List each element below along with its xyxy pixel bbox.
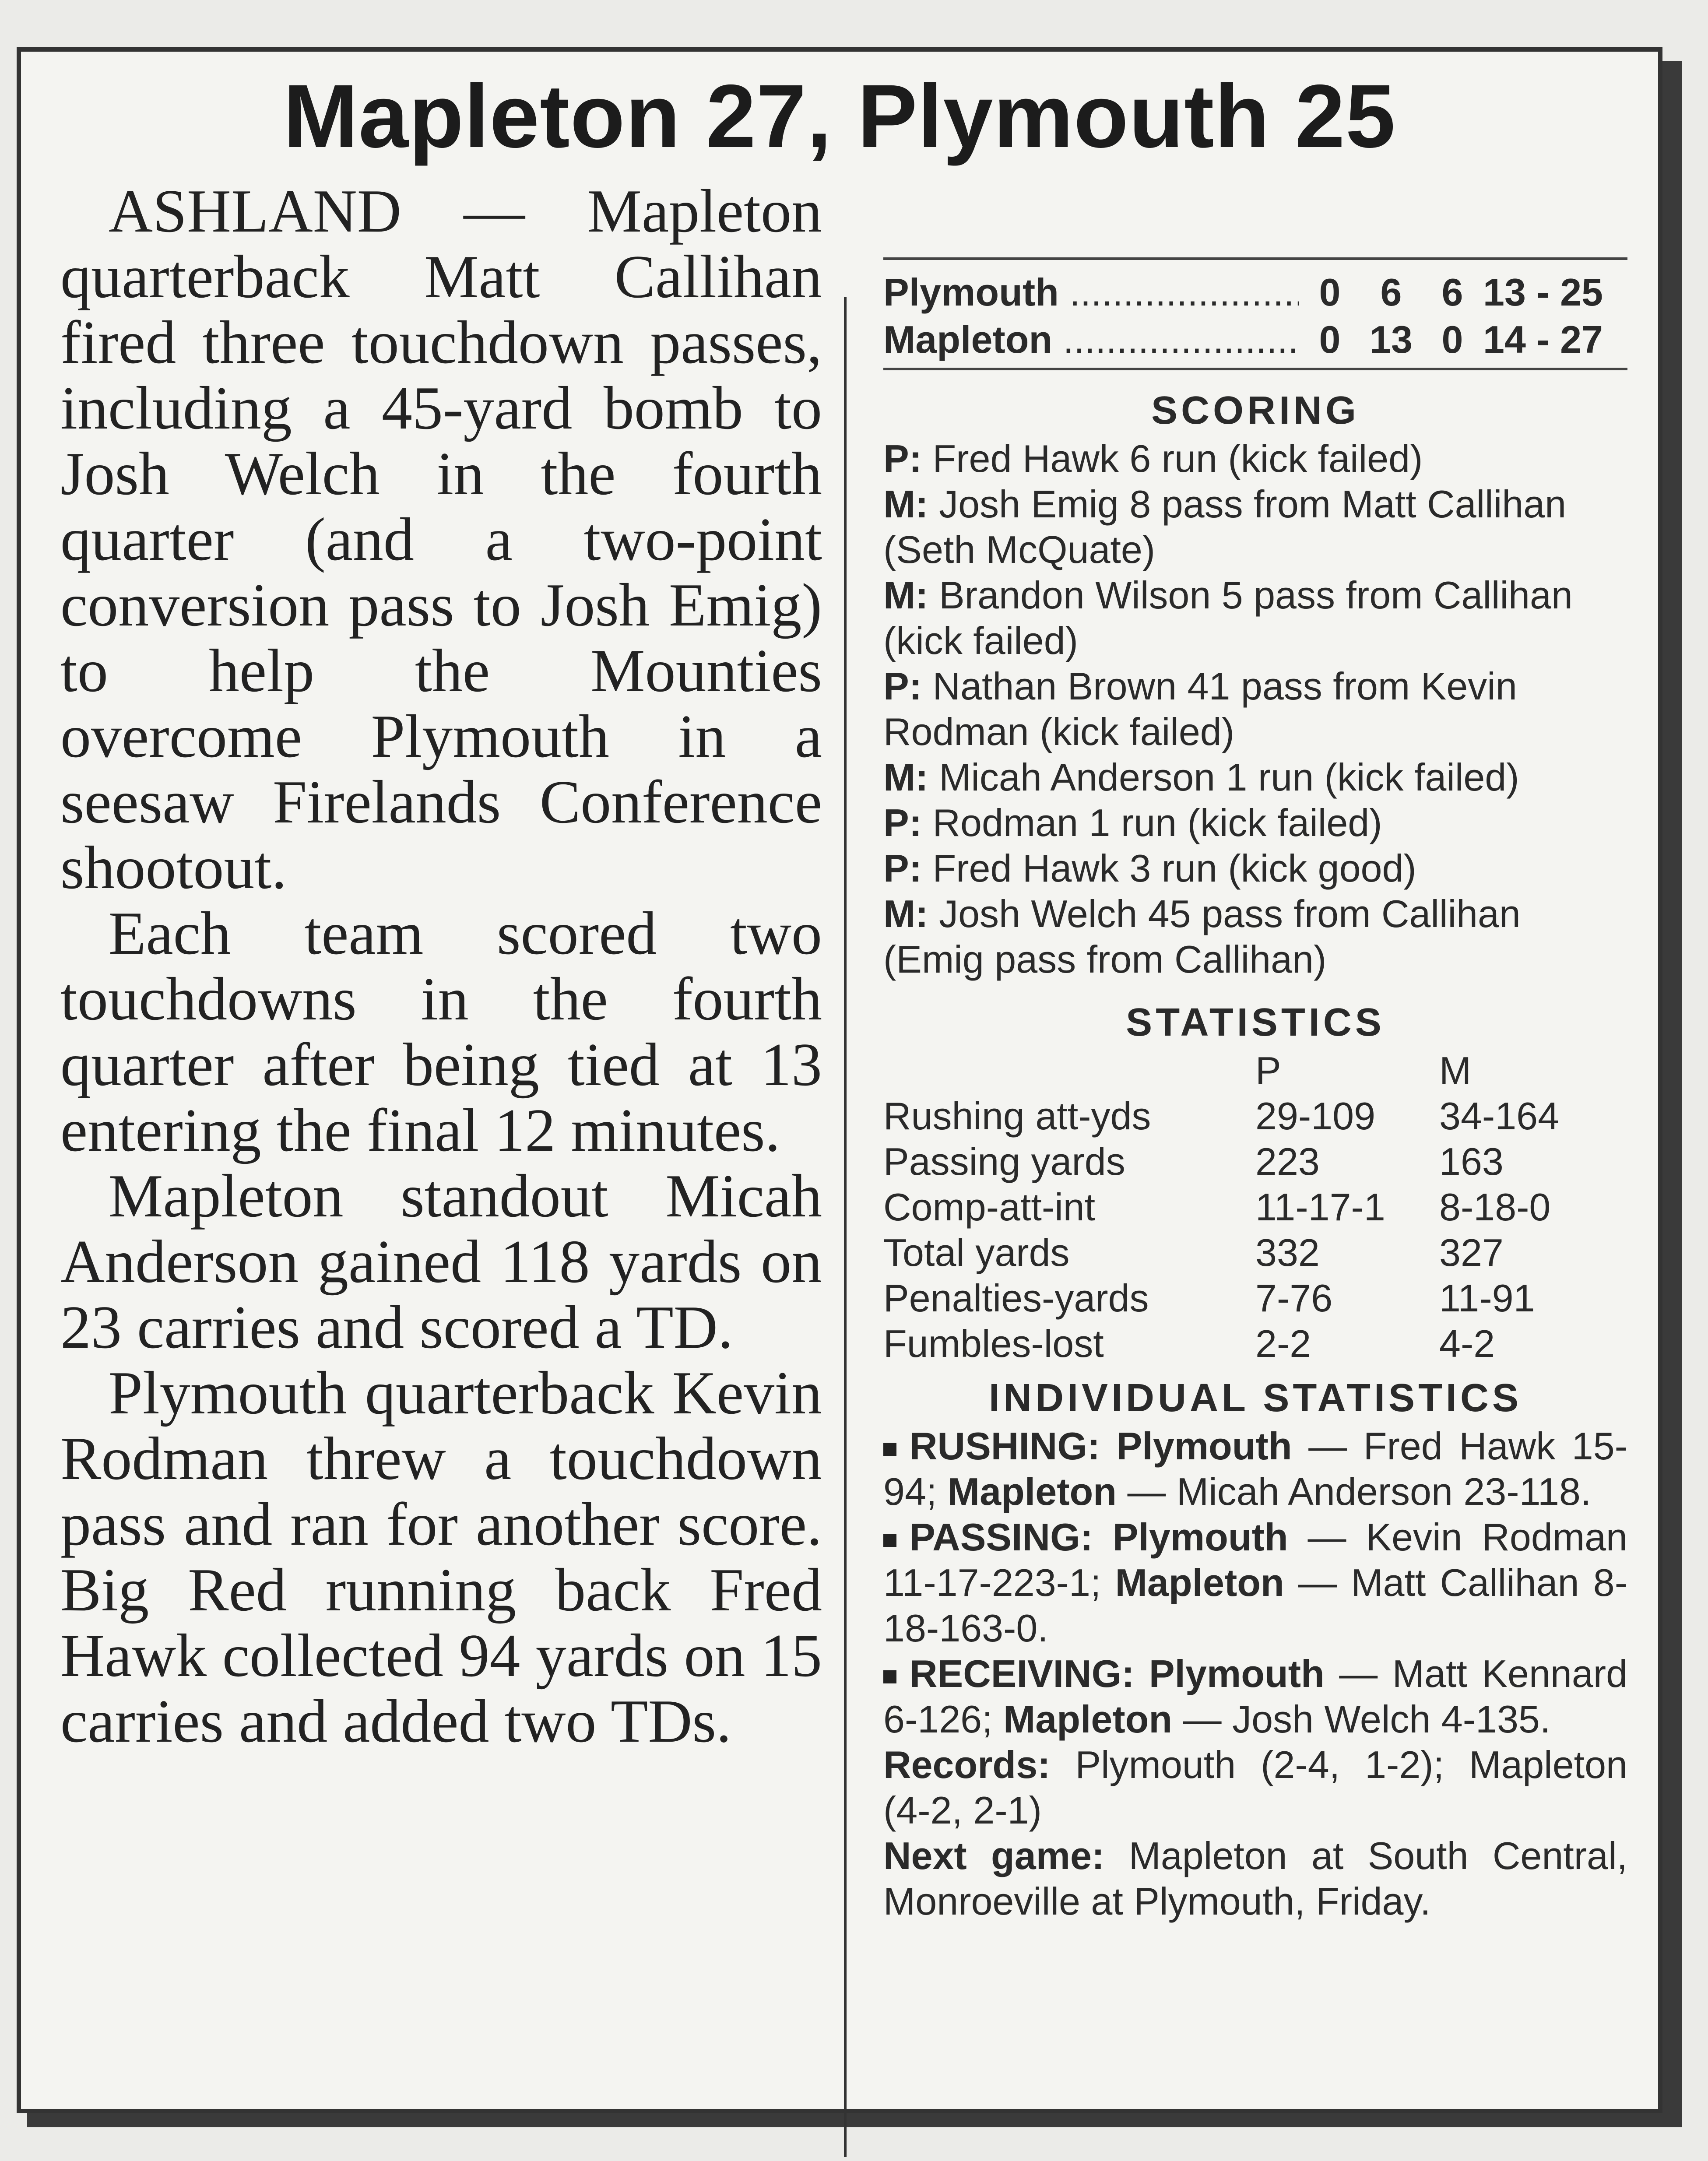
stat-m: 8-18-0: [1439, 1185, 1551, 1229]
scoring-entry: [883, 800, 1627, 846]
quarter-score: 0: [1319, 318, 1341, 361]
scoring-text: Josh Emig 8 pass from Matt Callihan (Seth McQuate): [883, 482, 1567, 571]
scoring-entry: [883, 436, 1627, 481]
square-bullet-icon: [883, 1443, 896, 1456]
stat-m: 163: [1439, 1140, 1504, 1183]
rushing-stats: [883, 1423, 1627, 1514]
ind-value: — Matt Callihan 8-18-163-0.: [883, 1561, 1628, 1650]
ind-label: PASSING:: [910, 1515, 1093, 1559]
headline: Mapleton 27, Plymouth 25: [283, 66, 1396, 166]
stats-row: [883, 1093, 1627, 1139]
scoring-team: M:: [883, 892, 928, 935]
final-score: 13 - 25: [1483, 271, 1603, 314]
scoring-team: P:: [883, 847, 922, 890]
stat-m: 34-164: [1439, 1094, 1560, 1138]
ind-value: — Kevin Rodman 11-17-223-1;: [883, 1515, 1627, 1604]
stats-row: [883, 1321, 1627, 1367]
ind-value: — Fred Hawk 15-94;: [883, 1424, 1627, 1513]
story-paragraph: Mapleton standout Micah Anderson gained 118 yards on 23 carries and scored a TD.: [60, 1162, 822, 1361]
records-label: Records:: [883, 1743, 1051, 1786]
square-bullet-icon: [883, 1670, 896, 1683]
records-text: Plymouth (2-4, 1-2); Mapleton (4-2, 2-1): [883, 1743, 1627, 1832]
statistics-title: STATISTICS: [1126, 1001, 1385, 1044]
ind-team: Plymouth: [1149, 1652, 1325, 1695]
ind-team: Mapleton: [1115, 1561, 1284, 1604]
scoring-list: [883, 436, 1627, 982]
story-paragraph: Each team scored two touchdowns in the fourth quarter after being tied at 13 entering the final 12 minutes.: [60, 900, 822, 1164]
ind-label: RECEIVING:: [910, 1652, 1135, 1695]
stat-label: Comp-att-int: [883, 1185, 1096, 1229]
ind-team: Mapleton: [947, 1470, 1117, 1513]
stat-p: 332: [1255, 1231, 1320, 1274]
individual-title: INDIVIDUAL STATISTICS: [988, 1376, 1522, 1420]
scoring-entry: [883, 481, 1627, 573]
scoring-team: M:: [883, 482, 928, 526]
scoring-team: P:: [883, 437, 922, 480]
next-game-text: Mapleton at South Central, Monroeville at Plymouth, Friday.: [883, 1834, 1627, 1923]
article-box: [17, 47, 1662, 2113]
stat-label: Fumbles-lost: [883, 1322, 1104, 1365]
ind-label: RUSHING:: [910, 1424, 1100, 1468]
stat-m: 4-2: [1439, 1322, 1495, 1365]
quarter-score: 6: [1441, 271, 1463, 314]
stat-p: 11-17-1: [1255, 1185, 1385, 1229]
ind-team: Plymouth: [1116, 1424, 1292, 1468]
stat-label: Passing yards: [883, 1140, 1125, 1183]
scoring-team: P:: [883, 664, 922, 708]
stat-m: 11-91: [1439, 1276, 1535, 1320]
box-score: [883, 257, 1627, 1924]
ind-team: Mapleton: [1003, 1697, 1173, 1741]
stats-row: [883, 1184, 1627, 1230]
receiving-stats: [883, 1651, 1627, 1742]
scoring-entry: [883, 846, 1627, 891]
stat-label: Rushing att-yds: [883, 1094, 1151, 1138]
stat-p: 2-2: [1255, 1322, 1311, 1365]
team-stats-table: [883, 1048, 1627, 1367]
scoring-text: Rodman 1 run (kick failed): [932, 801, 1382, 844]
stat-p: 7-76: [1255, 1276, 1333, 1320]
col-header-m: M: [1439, 1049, 1472, 1092]
scoring-text: Brandon Wilson 5 pass from Callihan (kick failed): [883, 573, 1573, 662]
next-game-label: Next game:: [883, 1834, 1105, 1877]
story-paragraph: Plymouth quarterback Kevin Rodman threw a touchdown pass and ran for another score. Big Red running back Fred Hawk collected 94 yards on 15 carries and added two TDs.: [60, 1359, 822, 1755]
scoring-team: M:: [883, 573, 928, 617]
square-bullet-icon: [883, 1534, 896, 1547]
scoring-entry: [883, 891, 1627, 982]
scoring-text: Fred Hawk 6 run (kick failed): [932, 437, 1423, 480]
records: [883, 1742, 1627, 1833]
rule: [883, 368, 1627, 370]
quarter-score: 0: [1441, 318, 1463, 361]
stats-header-row: [883, 1048, 1627, 1093]
stat-m: 327: [1439, 1231, 1504, 1274]
scoring-text: Fred Hawk 3 run (kick good): [932, 847, 1416, 890]
line-score: [883, 260, 1627, 368]
col-header-p: P: [1255, 1049, 1281, 1092]
scoring-entry: [883, 664, 1627, 755]
ind-value: — Josh Welch 4-135.: [1183, 1697, 1551, 1741]
stats-row: [883, 1230, 1627, 1276]
next-game: [883, 1833, 1627, 1924]
scoring-entry: [883, 573, 1627, 664]
story-body: [60, 179, 822, 1754]
final-score: 14 - 27: [1483, 318, 1603, 361]
stat-p: 29-109: [1255, 1094, 1376, 1138]
quarter-score: 6: [1380, 271, 1402, 314]
stats-row: [883, 1276, 1627, 1321]
line-score-row: [883, 269, 1627, 316]
scoring-team: M:: [883, 755, 928, 799]
quarter-score: 0: [1319, 271, 1341, 314]
column-divider: [844, 297, 847, 2157]
passing-stats: [883, 1514, 1627, 1651]
scoring-text: Josh Welch 45 pass from Callihan (Emig pass from Callihan): [883, 892, 1521, 981]
story-paragraph: ASHLAND — Mapleton quarterback Matt Callihan fired three touchdown passes, including a 45-yard bomb to Josh Welch in the fourth quarter (and a two-point conversion pass to Josh Emig) to help the Mounties overcome Plymouth in a seesaw Firelands Conference shootout.: [60, 177, 822, 902]
ind-value: — Matt Kennard 6-126;: [883, 1652, 1628, 1741]
stat-label: Total yards: [883, 1231, 1070, 1274]
team-name: Mapleton .....: [883, 316, 1299, 363]
stats-row: [883, 1139, 1627, 1184]
scoring-text: Micah Anderson 1 run (kick failed): [939, 755, 1519, 799]
scoring-entry: [883, 755, 1627, 800]
stat-p: 223: [1255, 1140, 1320, 1183]
ind-team: Plymouth: [1112, 1515, 1288, 1559]
scoring-title: SCORING: [1151, 389, 1360, 432]
stat-label: Penalties-yards: [883, 1276, 1149, 1320]
scoring-text: Nathan Brown 41 pass from Kevin Rodman (kick failed): [883, 664, 1517, 753]
stats-header-spacer: [883, 1048, 1255, 1093]
line-score-row: [883, 316, 1627, 363]
scoring-team: P:: [883, 801, 922, 844]
team-name: Plymouth .....: [883, 269, 1299, 316]
quarter-score: 13: [1370, 318, 1413, 361]
ind-value: — Micah Anderson 23-118.: [1127, 1470, 1592, 1513]
